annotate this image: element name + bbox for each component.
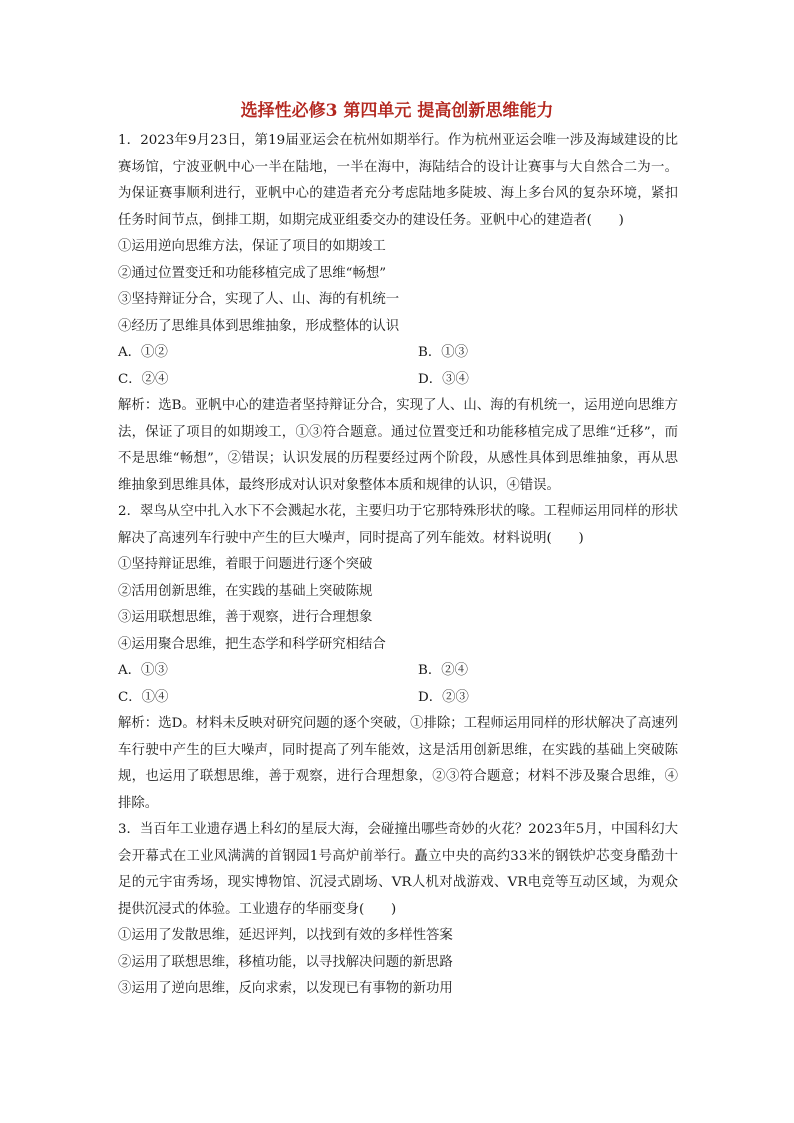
page-title: 选择性必修3 第四单元 提高创新思维能力: [240, 101, 554, 121]
question-list: [118, 128, 678, 1003]
choice-d: D．②③: [418, 689, 469, 705]
statement-item: ④运用聚合思维，把生态学和科学研究相结合: [118, 636, 386, 652]
choice-row: [118, 685, 678, 712]
statement-item: ②运用了联想思维，移植功能，以寻找解决问题的新思路: [118, 954, 453, 970]
statement-item: ③坚持辩证分合，实现了人、山、海的有机统一: [118, 292, 400, 307]
question-2: [118, 499, 678, 817]
statement-item: ①运用逆向思维方法，保证了项目的如期竣工: [118, 239, 386, 254]
choice-b: B．②④: [418, 663, 469, 678]
statement-item: ①运用了发散思维，延迟评判，以找到有效的多样性答案: [118, 928, 453, 943]
question-stem: 3．当百年工业遗存遇上科幻的星辰大海，会碰撞出哪些奇妙的火花？2023年5月，中国科幻大会开幕式在工业风满满的首钢园1号高炉前举行。矗立中央的高约33米的钢铁炉芯变身酷劲十足的元宇宙秀场，现实博物馆、沉浸式剧场、VR人机对战游戏、VR电竞等互动区域，为观众提供沉浸式的体验。工业遗存的华丽变身( ): [118, 822, 678, 917]
choice-row: [118, 658, 678, 685]
analysis-text: 解析：选B。亚帆中心的建造者坚持辩证分合，实现了人、山、海的有机统一，运用逆向思维方法，保证了项目的如期竣工，①③符合题意。通过位置变迁和功能移植完成了思维“迁移”，而不是思维“畅想”，②错误；认识发展的历程要经过两个阶段，从感性具体到思维抽象，再从思维抽象到思维具体，最终形成对认识对象整体本质和规律的认识，④错误。: [118, 398, 678, 493]
choice-c: C．①④: [118, 689, 169, 705]
question-stem: 1．2023年9月23日，第19届亚运会在杭州如期举行。作为杭州亚运会唯一涉及海域建设的比赛场馆，宁波亚帆中心一半在陆地，一半在海中，海陆结合的设计让赛事与大自然合二为一。为保证赛事顺利进行，亚帆中心的建造者充分考虑陆地多陡坡、海上多台风的复杂环境，紧扣任务时间节点，倒排工期，如期完成亚组委交办的建设任务。亚帆中心的建造者( ): [118, 133, 678, 228]
choice-row: [118, 367, 678, 394]
statement-item: ②活用创新思维，在实践的基础上突破陈规: [118, 583, 373, 599]
statement-item: ③运用了逆向思维，反向求索，以发现已有事物的新功用: [118, 981, 453, 996]
statement-item: ①坚持辩证思维，着眼于问题进行逐个突破: [118, 557, 373, 572]
statement-item: ④经历了思维具体到思维抽象，形成整体的认识: [118, 318, 400, 334]
question-3: [118, 817, 678, 1003]
choice-c: C．②④: [118, 371, 169, 387]
statement-item: ②通过位置变迁和功能移植完成了思维“畅想”: [118, 265, 387, 281]
choice-row: [118, 340, 678, 367]
question-1: [118, 128, 678, 499]
choice-a: A．①③: [118, 663, 168, 678]
choice-a: A．①②: [118, 345, 168, 360]
statement-item: ③运用联想思维，善于观察，进行合理想象: [118, 610, 373, 625]
question-stem: 2．翠鸟从空中扎入水下不会溅起水花，主要归功于它那特殊形状的喙。工程师运用同样的形状解决了高速列车行驶中产生的巨大噪声，同时提高了列车能效。材料说明( ): [118, 504, 678, 546]
choice-b: B．①③: [418, 345, 469, 360]
analysis-text: 解析：选D。材料未反映对研究问题的逐个突破，①排除；工程师运用同样的形状解决了高速列车行驶中产生的巨大噪声，同时提高了列车能效，这是活用创新思维，在实践的基础上突破陈规，也运用了联想思维，善于观察，进行合理想象，②③符合题意；材料不涉及聚合思维，④排除。: [118, 716, 678, 811]
choice-d: D．③④: [418, 371, 469, 387]
